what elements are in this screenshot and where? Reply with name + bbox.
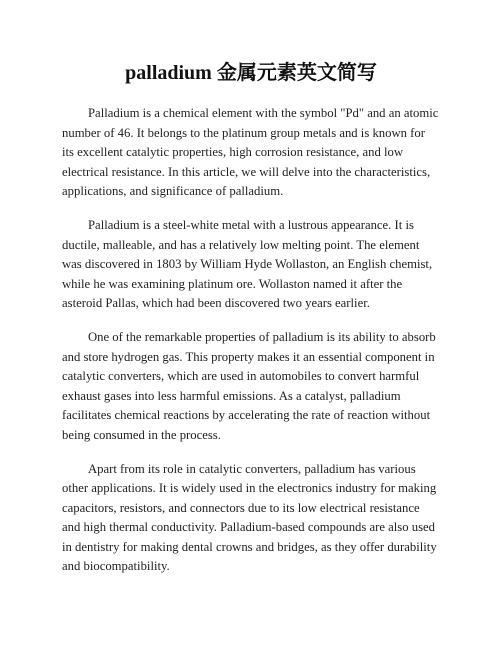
paragraph-hydrogen-catalysis: One of the remarkable properties of palladium is its ability to absorb and store hydrogen gas. This property makes it an essential component in catalytic converters, which are used in automobiles to convert harmful exhaust gases into less harmful emissions. As a catalyst, palladium facilitates chemical reactions by accelerating the rate of reaction without being consumed in the process. bbox=[62, 329, 436, 442]
page-title: palladium 金属元素英文简写 bbox=[125, 62, 377, 84]
paragraph-appearance-history: Palladium is a steel-white metal with a lustrous appearance. It is ductile, malleable, and has a relatively low melting point. The element was discovered in 1803 by William Hyde Wollaston, an English chemist, while he was examining platinum ore. Wollaston named it after the asteroid Pallas, which had been discovered two years earlier. bbox=[62, 217, 433, 311]
paragraph-intro: Palladium is a chemical element with the symbol "Pd" and an atomic number of 46. It belongs to the platinum group metals and is known for its excellent catalytic properties, high corrosion resistance, and low electrical resistance. In this article, we will delve into the characteristics, applications, and significance of palladium. bbox=[62, 106, 439, 199]
paragraph-applications: Apart from its role in catalytic converters, palladium has various other applications. It is widely used in the electronics industry for making capacitors, resistors, and connectors due to its low electrical resistance and high thermal conductivity. Palladium-based compounds are also used in dentistry for making dental crowns and bridges, as they offer durability and biocompatibility. bbox=[62, 461, 437, 574]
